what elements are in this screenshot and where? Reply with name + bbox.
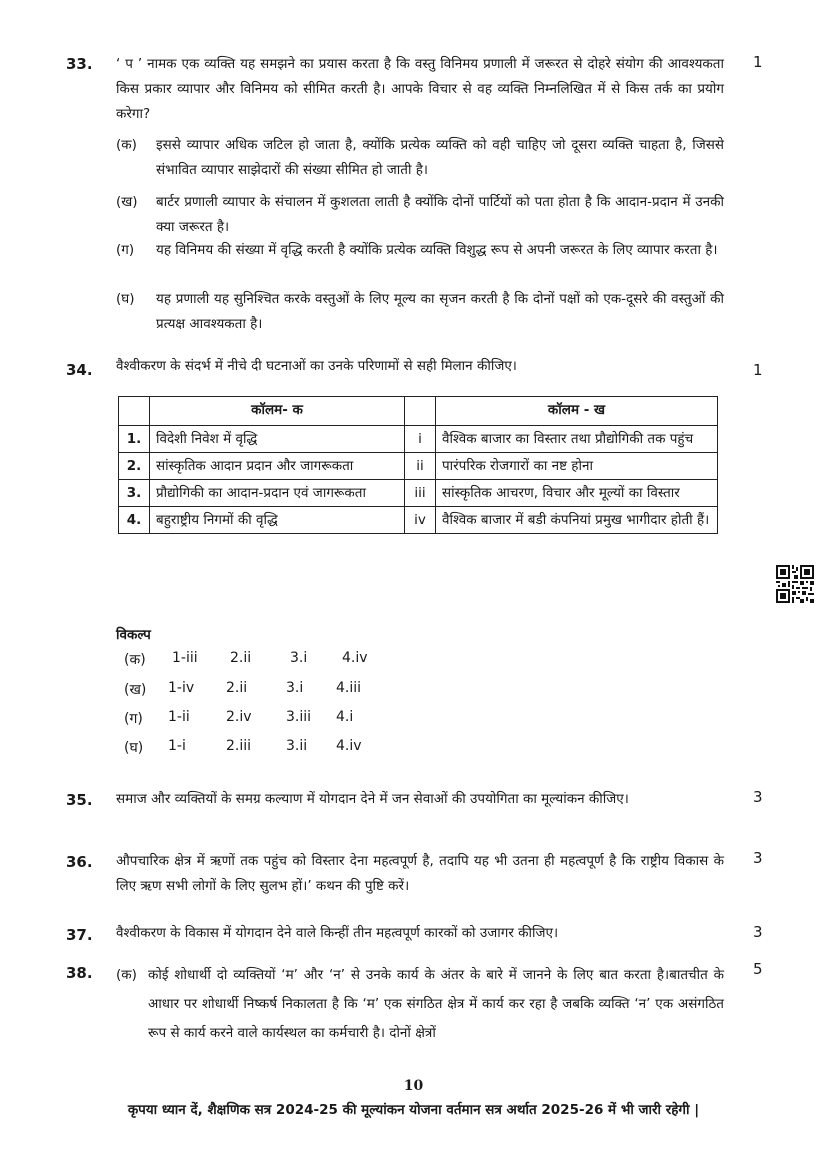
question-37-text: वैश्वीकरण के विकास में योगदान देने वाले किन्हीं तीन महत्वपूर्ण कारकों को उजागर कीजिए।: [116, 925, 559, 941]
part-text: कोई शोधार्थी दो व्यक्तियों ‘म’ और ‘न’ से उनके कार्य के अंतर के बारे में जानने के लिए बात करता है।बातचीत के आधार पर शोधार्थी निष्कर्ष निकालता है कि ‘म’ एक संगठित क्षेत्र में कार्य कर रहा है जबकि व्यक्ति ‘न’ एक असंगठित रूप से कार्य करने वाले कार्यस्थल का कर्मचारी है। दोनों क्षेत्रों: [148, 967, 724, 1041]
column-a-header: कॉलम- क: [150, 397, 405, 426]
question-36-number: 36.: [66, 853, 93, 871]
column-b-header: कॉलम - ख: [436, 397, 718, 426]
choice-item: 1-iv: [168, 680, 195, 696]
choice-item: 2.ii: [230, 650, 252, 666]
choice-item: 4.i: [336, 709, 354, 725]
footer-note: कृपया ध्यान दें, शैक्षणिक सत्र 2024-25 की मूल्यांकन योजना वर्तमान सत्र अर्थात 2025-26 में भी जारी रहेगी |: [127, 1102, 700, 1118]
question-33-option-c[interactable]: [116, 238, 724, 263]
question-37-marks: 3: [753, 923, 763, 941]
choice-item: 3.iii: [286, 709, 312, 725]
option-text: बार्टर प्रणाली व्यापार के संचालन में कुशलता लाती है क्योंकि दोनों पार्टियों को पता होता है कि आदान-प्रदान में उनकी क्या जरूरत है।: [156, 194, 724, 235]
option-label: (क): [116, 137, 137, 153]
question-35-text: समाज और व्यक्तियों के समग्र कल्याण में योगदान देने में जन सेवाओं की उपयोगिता का मूल्यांकन कीजिए।: [116, 791, 629, 807]
choice-label: (घ): [124, 740, 144, 756]
options-heading: विकल्प: [116, 627, 151, 643]
question-34-text: वैश्वीकरण के संदर्भ में नीचे दी घटनाओं का उनके परिणामों से सही मिलान कीजिए।: [116, 358, 517, 374]
question-33-option-d[interactable]: [116, 287, 724, 337]
row-number: 1.: [119, 426, 150, 453]
choice-item: 3.ii: [286, 738, 308, 754]
choice-item: 1-iii: [172, 650, 198, 666]
column-b-cell: वैश्विक बाजार में बडी कंपनियां प्रमुख भागीदार होती हैं।: [436, 507, 718, 534]
choice-label: (ग): [124, 711, 143, 727]
question-34-marks: 1: [753, 361, 763, 379]
question-33-marks: 1: [753, 53, 763, 71]
column-a-cell: प्रौद्योगिकी का आदान-प्रदान एवं जागरूकता: [150, 480, 405, 507]
part-label: (क): [116, 967, 137, 983]
choice-label: (ख): [124, 682, 147, 698]
question-36-text: औपचारिक क्षेत्र में ऋणों तक पहुंच को विस्तार देना महत्वपूर्ण है, तदापि यह भी उतना ही महत्वपूर्ण है कि राष्ट्रीय विकास के लिए ऋण सभी लोगों के लिए सुलभ हों।’ कथन की पुष्टि करें।: [116, 853, 724, 894]
option-text: यह प्रणाली यह सुनिश्चित करके वस्तुओं के लिए मूल्य का सृजन करती है कि दोनों पक्षों को एक-दूसरे की वस्तुओं की प्रत्यक्ष आवश्यकता है।: [156, 291, 724, 332]
roman-numeral: iii: [405, 480, 436, 507]
choice-item: 4.iii: [336, 680, 362, 696]
column-a-cell: बहुराष्ट्रीय निगमों की वृद्धि: [150, 507, 405, 534]
column-a-cell: सांस्कृतिक आदान प्रदान और जागरूकता: [150, 453, 405, 480]
choice-item: 4.iv: [342, 650, 368, 666]
question-38-number: 38.: [66, 964, 93, 982]
option-label: (घ): [116, 291, 135, 307]
table-header-row: [119, 397, 718, 426]
question-37-number: 37.: [66, 926, 93, 944]
row-number: 4.: [119, 507, 150, 534]
option-label: (ख): [116, 194, 138, 210]
option-text: यह विनिमय की संख्या में वृद्धि करती है क्योंकि प्रत्येक व्यक्ति विशुद्ध रूप से अपनी जरूरत के लिए व्यापार करता है।: [156, 242, 718, 258]
question-35-number: 35.: [66, 791, 93, 809]
question-36-marks: 3: [753, 849, 763, 867]
question-38-marks: 5: [753, 960, 763, 978]
choice-label: (क): [124, 652, 146, 668]
column-a-cell: विदेशी निवेश में वृद्धि: [150, 426, 405, 453]
qr-code-icon: [776, 565, 814, 603]
choice-item: 2.ii: [226, 680, 248, 696]
table-row: [119, 453, 718, 480]
row-number: 3.: [119, 480, 150, 507]
page-number: 10: [403, 1078, 424, 1094]
choice-item: 2.iv: [226, 709, 252, 725]
choice-item: 3.i: [286, 680, 304, 696]
choice-item: 2.iii: [226, 738, 252, 754]
choice-item: 1-i: [168, 738, 186, 754]
option-text: इससे व्यापार अधिक जटिल हो जाता है, क्योंकि प्रत्येक व्यक्ति को वही चाहिए जो दूसरा व्यक्ति चाहता है, जिससे संभावित व्यापार साझेदारों की संख्या सीमित हो जाती है।: [156, 137, 724, 178]
table-row: [119, 507, 718, 534]
question-34-number: 34.: [66, 361, 93, 379]
option-label: (ग): [116, 242, 135, 258]
choice-item: 3.i: [290, 650, 308, 666]
question-33-option-a[interactable]: [116, 133, 724, 183]
choice-item: 4.iv: [336, 738, 362, 754]
question-38-part-a: [116, 961, 724, 1048]
question-33-text: ‘ प ’ नामक एक व्यक्ति यह समझने का प्रयास करता है कि वस्तु विनिमय प्रणाली में जरूरत से दोहरे संयोग की आवश्यकता किस प्रकार व्यापार और विनिमय को सीमित करती है। आपके विचार से वह व्यक्ति निम्नलिखित में से किस तर्क का प्रयोग करेगा?: [116, 56, 724, 122]
column-b-cell: पारंपरिक रोजगारों का नष्ट होना: [436, 453, 718, 480]
row-number: 2.: [119, 453, 150, 480]
question-35-marks: 3: [753, 788, 763, 806]
roman-numeral: i: [405, 426, 436, 453]
question-33-option-b[interactable]: [116, 190, 724, 240]
table-row: [119, 426, 718, 453]
column-b-cell: सांस्कृतिक आचरण, विचार और मूल्यों का विस्तार: [436, 480, 718, 507]
match-table: [118, 396, 718, 534]
roman-numeral: ii: [405, 453, 436, 480]
choice-item: 1-ii: [168, 709, 190, 725]
column-b-cell: वैश्विक बाजार का विस्तार तथा प्रौद्योगिकी तक पहुंच: [436, 426, 718, 453]
question-33-number: 33.: [66, 55, 93, 73]
roman-numeral: iv: [405, 507, 436, 534]
table-row: [119, 480, 718, 507]
